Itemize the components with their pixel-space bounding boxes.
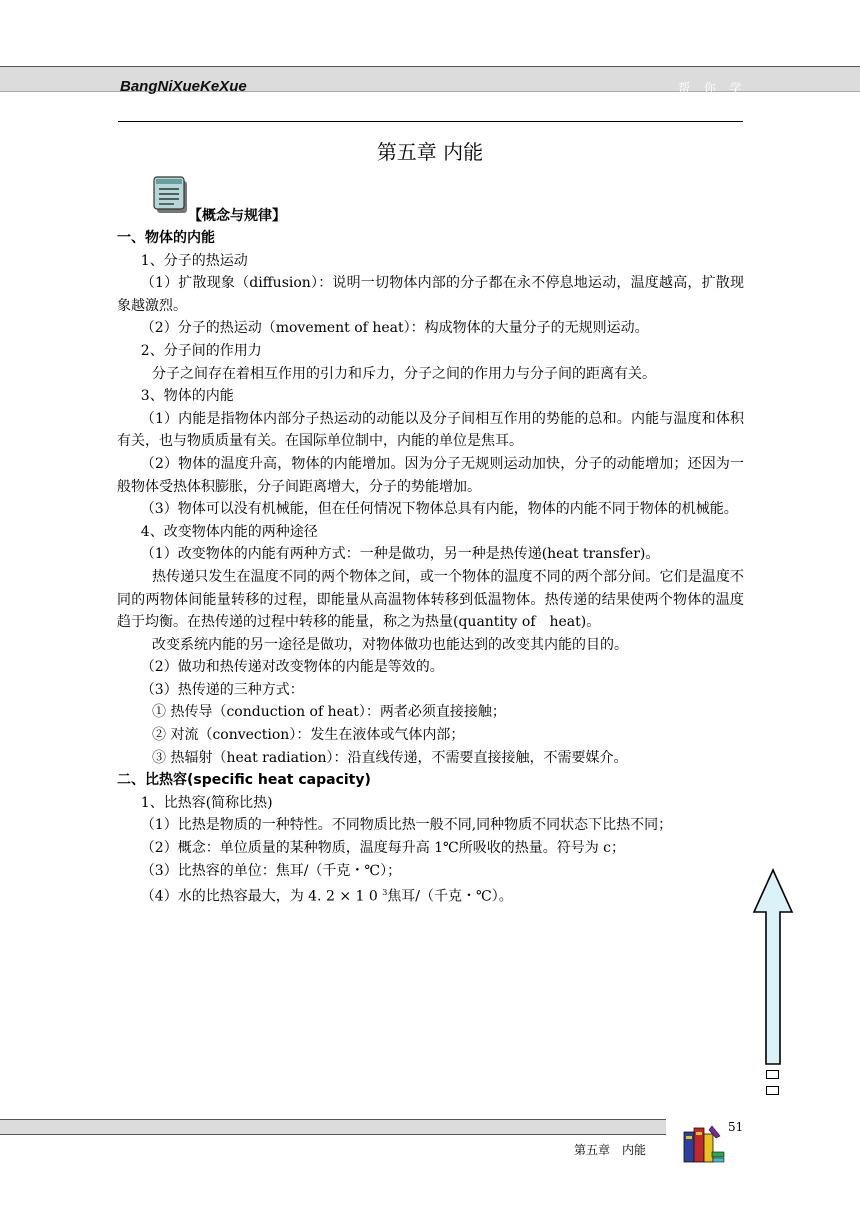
body-paragraph: 分子之间存在着相互作用的引力和斥力，分子之间的作用力与分子间的距离有关。 bbox=[152, 365, 656, 382]
body-paragraph: ③ 热辐射（heat radiation）：沿直线传递，不需要直接接触，不需要媒介。 bbox=[152, 749, 628, 766]
body-paragraph: （3）物体可以没有机械能，但在任何情况下物体总具有内能，物体的内能不同于物体的机械能。 bbox=[140, 501, 738, 518]
body-paragraph: 2、分子间的作用力 bbox=[140, 342, 262, 359]
body-paragraph: （1）内能是指物体内部分子热运动的动能以及分子间相互作用的势能的总和。内能与温度和体积有关，也与物质质量有关。在国际单位制中，内能的单位是焦耳。 bbox=[117, 410, 744, 450]
line-text: （4）水的比热容最大，为 4. 2 × 1 0 bbox=[140, 888, 383, 905]
line-text: 焦耳/（千克・℃）。 bbox=[387, 888, 513, 905]
exponent: 3 bbox=[382, 888, 388, 898]
header-right-text: 帮 你 学 bbox=[678, 81, 747, 95]
section-label: 【概念与规律】 bbox=[188, 208, 286, 224]
body-paragraph: 4、改变物体内能的两种途径 bbox=[140, 523, 318, 540]
body-paragraph: 1、比热容(简称比热) bbox=[140, 794, 273, 811]
up-arrow-icon bbox=[752, 868, 794, 1066]
nav-square-bottom bbox=[766, 1086, 779, 1095]
body-paragraph: （1）改变物体的内能有两种方式：一种是做功，另一种是热传递(heat transfer)。 bbox=[140, 546, 660, 563]
nav-square-top bbox=[766, 1070, 779, 1079]
body-paragraph: 1、分子的热运动 bbox=[140, 252, 248, 269]
page-number: 51 bbox=[728, 1120, 744, 1134]
body-paragraph bbox=[117, 882, 744, 908]
footer-chapter: 第五章 内能 bbox=[574, 1143, 647, 1157]
section-heading: 二、比热容(specific heat capacity) bbox=[117, 772, 371, 789]
header-left-text: BangNiXueKeXue bbox=[120, 78, 247, 95]
body-content bbox=[117, 227, 744, 908]
books-icon bbox=[682, 1122, 726, 1166]
body-paragraph: 热传递只发生在温度不同的两个物体之间，或一个物体的温度不同的两个部分间。它们是温度不同的两物体间能量转移的过程，即能量从高温物体转移到低温物体。热传递的结果使两个物体的温度趋于均衡。在热传递的过程中转移的能量，称之为热量(quantity of heat)。 bbox=[117, 568, 744, 631]
body-paragraph: （3）热传递的三种方式： bbox=[140, 681, 304, 698]
body-paragraph: （2）物体的温度升高，物体的内能增加。因为分子无规则运动加快，分子的动能增加；还因为一般物体受热体积膨胀，分子间距离增大，分子的势能增加。 bbox=[117, 455, 744, 495]
body-paragraph: （1）扩散现象（diffusion）：说明一切物体内部的分子都在永不停息地运动，温度越高，扩散现象越激烈。 bbox=[117, 275, 744, 314]
body-paragraph: （1）比热是物质的一种特性。不同物质比热一般不同,同种物质不同状态下比热不同； bbox=[140, 817, 673, 834]
footer-band bbox=[0, 1119, 666, 1135]
body-paragraph: （2）分子的热运动（movement of heat）：构成物体的大量分子的无规则运动。 bbox=[140, 320, 649, 337]
body-paragraph: 3、物体的内能 bbox=[140, 388, 234, 405]
body-paragraph: 改变系统内能的另一途径是做功，对物体做功也能达到的改变其内能的目的。 bbox=[152, 636, 628, 653]
body-paragraph: （3）比热容的单位：焦耳/（千克・℃）； bbox=[140, 862, 402, 879]
header-rule bbox=[118, 121, 743, 122]
body-paragraph: ② 对流（convection）：发生在液体或气体内部； bbox=[152, 727, 465, 744]
page-title: 第五章 内能 bbox=[376, 140, 484, 164]
body-paragraph: ① 热传导（conduction of heat）：两者必须直接接触； bbox=[152, 704, 506, 721]
section-heading: 一、物体的内能 bbox=[117, 230, 215, 246]
body-paragraph: （2）概念：单位质量的某种物质，温度每升高 1℃所吸收的热量。符号为 c； bbox=[140, 840, 626, 857]
body-paragraph: （2）做功和热传递对改变物体的内能是等效的。 bbox=[140, 659, 444, 676]
notepad-icon bbox=[152, 175, 192, 217]
